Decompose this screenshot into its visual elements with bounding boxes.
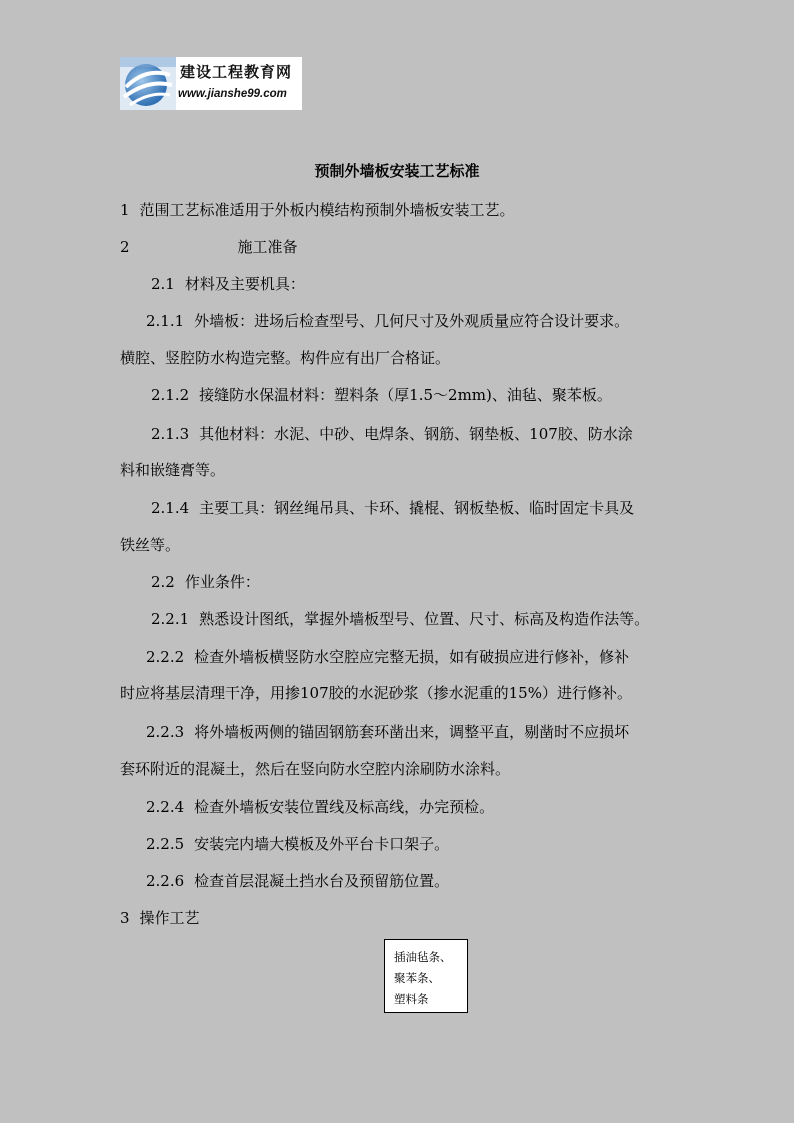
section-2-2-2 (146, 647, 629, 667)
section-number: 2.2.5 (146, 835, 185, 853)
flowchart-box-line: 塑料条 (394, 992, 429, 1006)
globe-logo-icon (120, 57, 176, 110)
section-2-2-6 (146, 871, 449, 891)
section-2-2-4 (146, 797, 494, 817)
section-text: 熟悉设计图纸，掌握外墙板型号、位置、尺寸、标高及构造作法等。 (199, 610, 650, 628)
section-text: 检查外墙板横竖防水空腔应完整无损，如有破损应进行修补，修补 (194, 648, 630, 666)
page-title: 预制外墙板安装工艺标准 (314, 162, 480, 180)
section-2-1-3 (151, 424, 633, 444)
section-text: 其他材料：水泥、中砂、电焊条、钢筋、钢垫板、107胶、防水涂 (199, 425, 633, 443)
section-text: 作业条件： (184, 573, 260, 591)
section-text: 安装完内墙大模板及外平台卡口架子。 (194, 835, 450, 853)
section-2-2-5 (146, 834, 449, 854)
section-2 (120, 237, 298, 257)
section-number: 2.1 (151, 275, 175, 293)
section-text: 外墙板：进场后检查型号、几何尺寸及外观质量应符合设计要求。 (194, 312, 630, 330)
section-text: 施工准备 (237, 238, 298, 256)
section-number: 2.1.2 (151, 386, 190, 404)
flowchart-box-line: 聚苯条、 (394, 971, 440, 985)
section-number: 2.2.1 (151, 610, 190, 628)
section-number: 2.1.3 (151, 425, 190, 443)
section-number: 3 (120, 909, 130, 927)
section-2-1-4 (151, 498, 634, 518)
section-2-2-2-cont: 时应将基层清理干净，用掺107胶的水泥砂浆（掺水泥重的15%）进行修补。 (120, 684, 632, 702)
section-1 (120, 200, 515, 220)
logo-name: 建设工程教育网 (180, 63, 293, 81)
section-number: 2.1.4 (151, 499, 190, 517)
section-text: 检查首层混凝土挡水台及预留筋位置。 (194, 872, 450, 890)
section-text: 主要工具：钢丝绳吊具、卡环、撬棍、钢板垫板、临时固定卡具及 (199, 499, 635, 517)
section-number: 2.2.4 (146, 798, 185, 816)
section-number: 2.2.2 (146, 648, 185, 666)
section-2-2-3 (146, 722, 629, 742)
section-2-2-3-cont: 套环附近的混凝土，然后在竖向防水空腔内涂刷防水涂料。 (120, 760, 511, 778)
section-2-2-1 (151, 609, 649, 629)
section-2-2 (151, 572, 260, 592)
flowchart-box-line: 插油毡条、 (394, 950, 452, 964)
logo-url: www.jianshe99.com (178, 88, 287, 100)
section-2-1-2 (151, 385, 612, 405)
section-text: 接缝防水保温材料：塑料条（厚1.5～2mm)、油毡、聚苯板。 (199, 386, 612, 404)
section-text: 操作工艺 (139, 909, 200, 927)
section-number: 2.2.3 (146, 723, 185, 741)
section-2-1-4-cont: 铁丝等。 (120, 536, 181, 554)
flowchart-box (384, 939, 468, 1013)
section-2-1-1-cont: 横腔、竖腔防水构造完整。构件应有出厂合格证。 (120, 349, 451, 367)
section-3 (120, 908, 200, 928)
section-text: 将外墙板两侧的锚固钢筋套环凿出来，调整平直，剔凿时不应损坏 (194, 723, 630, 741)
site-logo (120, 57, 302, 110)
section-text: 检查外墙板安装位置线及标高线，办完预检。 (194, 798, 495, 816)
section-2-1-3-cont: 料和嵌缝膏等。 (120, 461, 226, 479)
section-number: 2.2.6 (146, 872, 185, 890)
section-number: 2.1.1 (146, 312, 185, 330)
section-number: 1 (120, 201, 130, 219)
section-2-1 (151, 274, 305, 294)
section-text: 材料及主要机具： (184, 275, 305, 293)
section-text: 范围工艺标准适用于外板内模结构预制外墙板安装工艺。 (139, 201, 515, 219)
section-number: 2.2 (151, 573, 175, 591)
section-2-1-1 (146, 311, 629, 331)
section-number: 2 (120, 238, 130, 256)
